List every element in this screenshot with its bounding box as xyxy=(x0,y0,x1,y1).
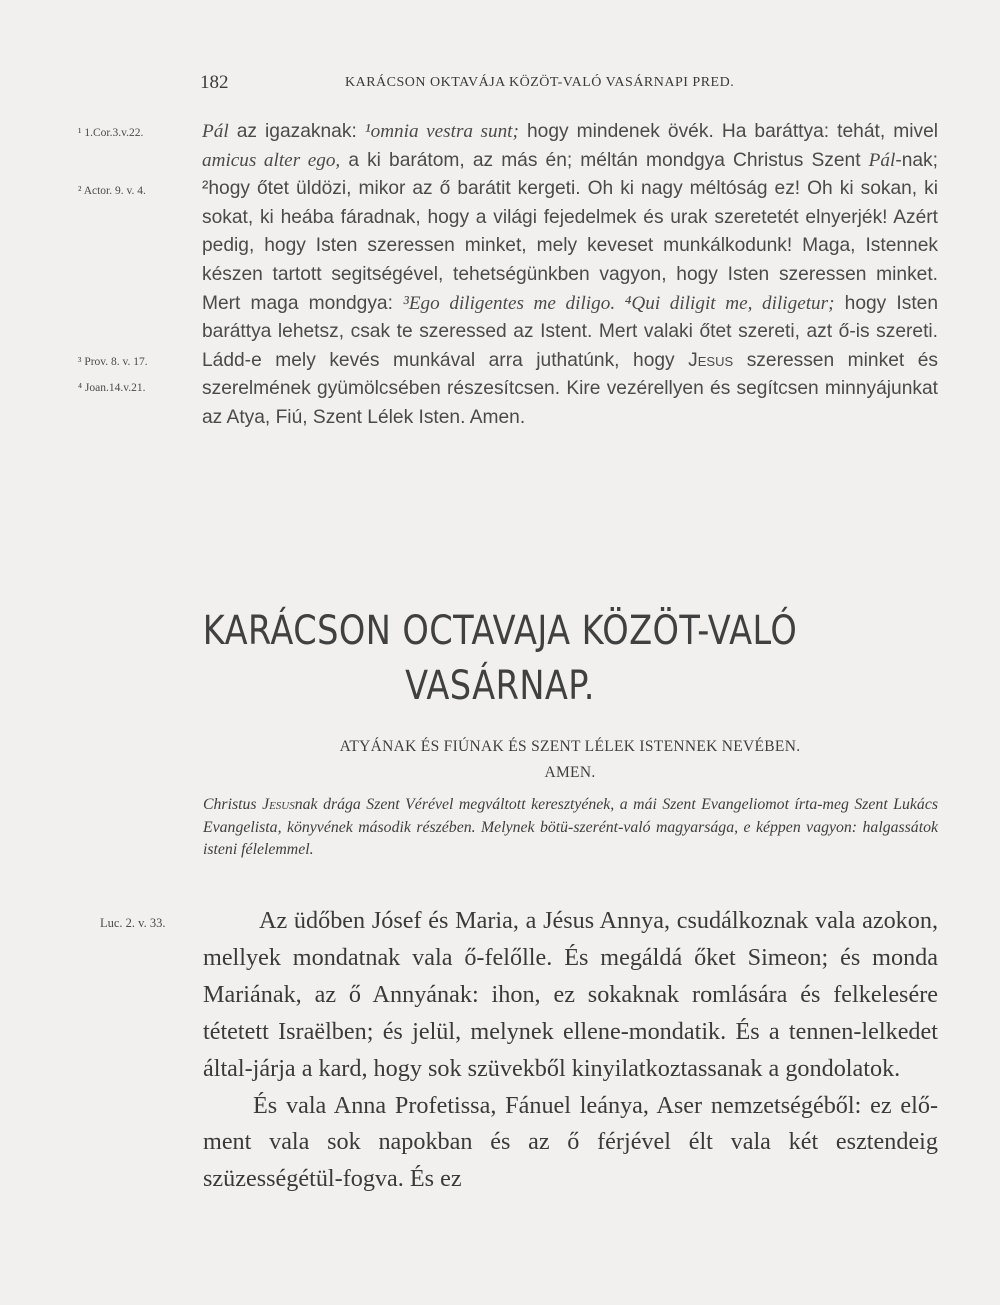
margin-reference: ¹ 1.Cor.3.v.22. xyxy=(78,127,144,139)
margin-reference: ⁴ Joan.14.v.21. xyxy=(78,382,146,394)
paragraph: Pál az igazaknak: ¹omnia vestra sunt; hogy mindenek övék. Ha baráttya: tehát, mivel amicus alter ego, a ki barátom, az más én; méltán mondgya Christus Szent Pál-nak; ²hogy őtet üldözi, mikor az ő barátit kergeti. Oh ki nagy méltóság ez! Oh ki sokan, ki sokat, ki heába fáradnak, hogy a világi fejedelmek és urak szeretetét elnyerjék! Azért pedig, hogy Isten szeressen minket, mely keveset munkálkodunk! Maga, Istennek készen tartott segitségével, tehetségünkben vagyon, hogy Isten szeressen minket. Mert maga mondgya: ³Ego diligentes me diligo. ⁴Qui diligit me, diligetur; hogy Isten baráttya lehetsz, csak te szeressed az Istent. Mert valaki őtet szereti, azt ő-is szereti. Ládd-e mely kevés munkával arra juthatúnk, hogy Jesus szeressen minket és szerelmének gyümölcsében részesítcsen. Kire vezérellyen és segítcsen minnyájunkat az Atya, Fiú, Szent Lélek Isten. Amen. xyxy=(202,121,939,428)
introduction xyxy=(203,794,938,862)
page-header xyxy=(200,72,940,102)
margin-reference: ³ Prov. 8. v. 17. xyxy=(78,356,148,368)
invocation-line-1: ATYÁNAK ÉS FIÚNAK ÉS SZENT LÉLEK ISTENNEK NEVÉBEN. xyxy=(339,738,801,755)
margin-reference: Luc. 2. v. 33. xyxy=(100,916,166,930)
paragraph: Christus Jesusnak drága Szent Vérével megváltott keresztyének, a mái Szent Evangeliomot írta-meg Szent Lukács Evangelista, könyvének második részében. Melynek bötü-szerént-való magyarsága, e képpen vagyon: halgassátok isteni félelemmel. xyxy=(203,796,938,858)
margin-reference: ² Actor. 9. v. 4. xyxy=(78,185,146,197)
sermon-title-line-2: VASÁRNAP. xyxy=(405,663,595,709)
sermon-conclusion xyxy=(202,118,938,433)
gospel-text xyxy=(203,903,938,1198)
page-number: 182 xyxy=(200,72,229,93)
sermon-title-line-1: KARÁCSON OCTAVAJA KÖZÖT-VALÓ xyxy=(202,608,798,654)
paragraph: Az üdőben Jósef és Maria, a Jésus Annya, csudálkoznak vala azokon, mellyek mondatnak vala ő-felőlle. És megáldá őket Simeon; és monda Mariának, az ő Annyának: ihon, ez sokaknak romlására és felkelesére tétetett Israëlben; és jelül, melynek ellene-mondatik. És a tennen-lelkedet által-járja a kard, hogy sok szüvekből kinyilatkoztassanak a gondolatok. xyxy=(203,907,938,1082)
paragraph: És vala Anna Profetissa, Fánuel leánya, Aser nemzetségéből: ez elő-ment vala sok napokban és az ő férjével élt vala két esztendeig szüzességétül-fogva. És ez xyxy=(203,1091,938,1193)
running-title: KARÁCSON OKTAVÁJA KÖZÖT-VALÓ VASÁRNAPI PRED. xyxy=(345,75,735,90)
invocation-line-2: AMEN. xyxy=(544,764,596,781)
